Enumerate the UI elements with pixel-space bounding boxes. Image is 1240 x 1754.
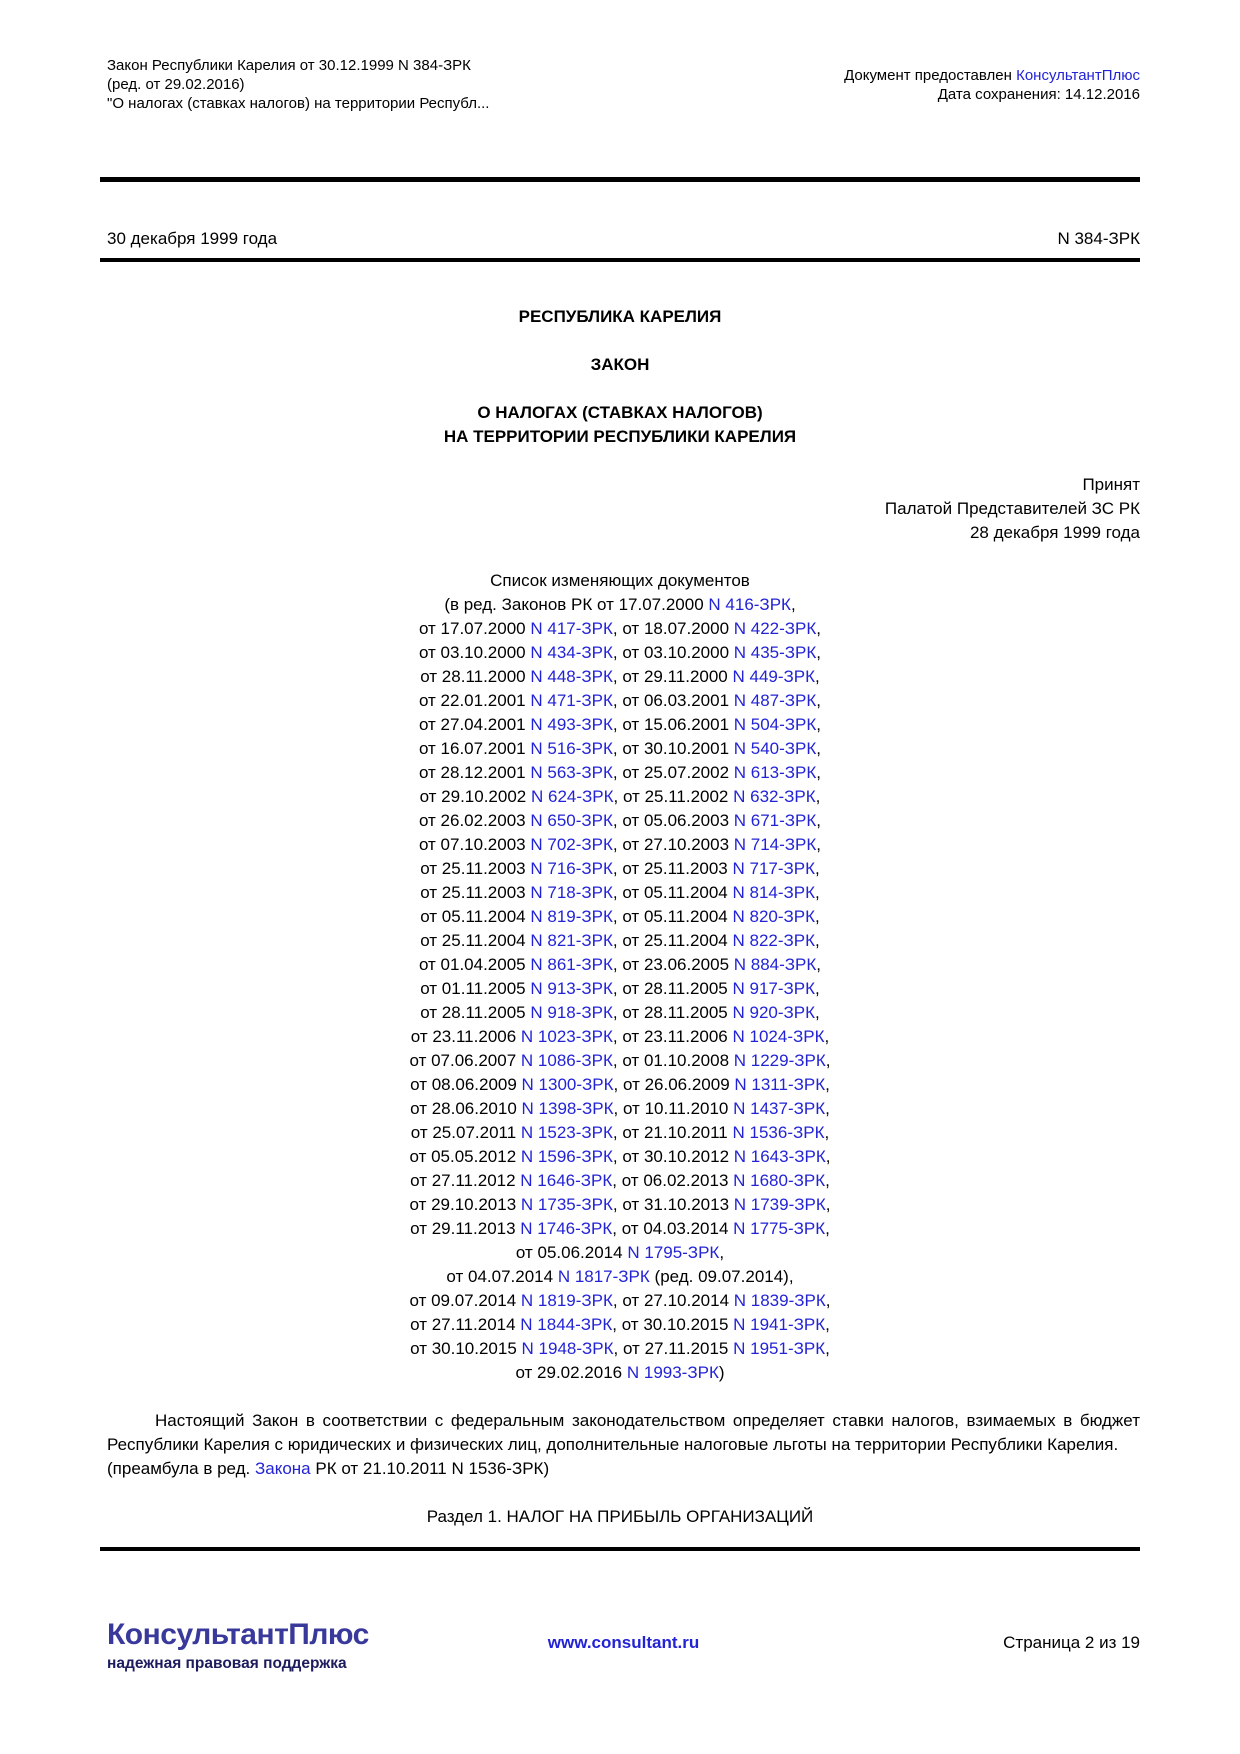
text-segment: , <box>825 1075 830 1094</box>
text-segment: , <box>816 835 822 854</box>
text-segment: , от 30.10.2012 <box>612 1147 734 1166</box>
amendment-line <box>100 641 1140 665</box>
amendment-line <box>100 785 1140 809</box>
amendment-line <box>100 953 1140 977</box>
text-segment: , <box>825 1219 830 1238</box>
doc-ref-line: Закон Республики Карелия от 30.12.1999 N 384-ЗРК <box>107 57 471 74</box>
doc-link[interactable]: N 1819-ЗРК <box>520 1291 613 1310</box>
text-segment: от 27.11.2012 <box>410 1171 521 1190</box>
adoption-line: 28 декабря 1999 года <box>969 523 1140 542</box>
text-segment: от 29.10.2002 <box>419 787 531 806</box>
amendment-line <box>100 689 1140 713</box>
text-segment: от 23.11.2006 <box>410 1027 521 1046</box>
doc-link[interactable]: N 416-ЗРК <box>708 595 791 614</box>
amendment-line <box>100 1361 1140 1385</box>
text-segment: , <box>815 1003 820 1022</box>
doc-link[interactable]: N 1817-ЗРК <box>557 1267 650 1286</box>
text-segment: от 09.07.2014 <box>409 1291 521 1310</box>
text-segment: , от 06.02.2013 <box>612 1171 734 1190</box>
text-segment: , от 25.07.2002 <box>612 763 734 782</box>
doc-link[interactable]: N 1948-ЗРК <box>521 1339 614 1358</box>
amendment-line <box>100 1265 1140 1289</box>
text-segment: , от 26.06.2009 <box>613 1075 735 1094</box>
text-segment: , от 10.11.2010 <box>613 1099 734 1118</box>
doc-ref-line: (ред. от 29.02.2016) <box>107 76 245 93</box>
amendment-line <box>100 1241 1140 1265</box>
doc-link[interactable]: N 449-ЗРК <box>732 667 816 686</box>
page-header <box>100 0 1140 113</box>
amendment-line <box>100 1001 1140 1025</box>
text-segment: , <box>815 787 821 806</box>
text-segment: от 25.11.2003 <box>420 859 531 878</box>
text-segment: , от 05.11.2004 <box>612 907 733 926</box>
text-segment: от 28.06.2010 <box>410 1099 522 1118</box>
text-segment: , от 31.10.2013 <box>612 1195 734 1214</box>
text-segment: от 28.11.2005 <box>420 1003 531 1022</box>
text-segment: , от 30.10.2015 <box>612 1315 734 1334</box>
text-segment: , <box>816 643 822 662</box>
text-segment: от 03.10.2000 <box>418 643 531 662</box>
text-segment: , от 23.11.2006 <box>612 1027 733 1046</box>
doc-link[interactable]: N 861-ЗРК <box>530 955 613 974</box>
page-number-info: Страница 2 из 19 <box>1003 1633 1140 1652</box>
text-segment: от 05.05.2012 <box>409 1147 521 1166</box>
amendment-line <box>100 1193 1140 1217</box>
text-segment: , <box>825 1315 830 1334</box>
doc-link[interactable]: N 716-ЗРК <box>530 859 613 878</box>
text-segment: , от 06.03.2001 <box>612 691 734 710</box>
save-date: Дата сохранения: 14.12.2016 <box>937 86 1140 103</box>
text-segment: , от 05.06.2003 <box>612 811 734 830</box>
text-segment: , <box>815 883 820 902</box>
text-segment: от 29.10.2013 <box>409 1195 521 1214</box>
text-segment: , <box>816 691 822 710</box>
adoption-line: Палатой Представителей ЗС РК <box>884 499 1140 518</box>
text-segment: от 29.11.2013 <box>410 1219 521 1238</box>
text-segment: , от 28.11.2005 <box>612 979 733 998</box>
amendment-line <box>100 833 1140 857</box>
amendment-line <box>100 905 1140 929</box>
amendments-heading: Список изменяющих документов <box>490 571 750 590</box>
doc-link[interactable]: N 1437-ЗРК <box>733 1099 826 1118</box>
doc-link[interactable]: N 1775-ЗРК <box>733 1219 826 1238</box>
text-segment: , <box>815 979 820 998</box>
doc-link[interactable]: N 1300-ЗРК <box>521 1075 614 1094</box>
doc-link[interactable]: N 1643-ЗРК <box>733 1147 826 1166</box>
doc-subject-line: НА ТЕРРИТОРИИ РЕСПУБЛИКИ КАРЕЛИЯ <box>443 427 797 446</box>
doc-link[interactable]: N 917-ЗРК <box>732 979 816 998</box>
text-segment: , <box>815 931 820 950</box>
text-segment: от 28.11.2000 <box>420 667 531 686</box>
divider <box>100 177 1140 182</box>
text-segment: от 17.07.2000 <box>418 619 531 638</box>
text-segment: от 01.04.2005 <box>418 955 531 974</box>
doc-link[interactable]: N 624-ЗРК <box>530 787 614 806</box>
text-segment: , от 04.03.2014 <box>612 1219 734 1238</box>
text-segment: , <box>816 763 822 782</box>
text-segment: , <box>816 715 822 734</box>
doc-date: 30 декабря 1999 года <box>107 229 278 248</box>
doc-link[interactable]: N 1735-ЗРК <box>520 1195 613 1214</box>
text-segment: , <box>790 595 796 614</box>
text-segment: РК от 21.10.2011 N 1536-ЗРК) <box>310 1459 550 1478</box>
doc-link[interactable]: N 563-ЗРК <box>530 763 613 782</box>
text-segment: от 25.11.2004 <box>420 931 531 950</box>
amendment-line <box>100 1169 1140 1193</box>
text-segment: , от 27.11.2015 <box>613 1339 734 1358</box>
amendment-line <box>100 713 1140 737</box>
provided-by-text: Документ предоставлен <box>844 67 1017 84</box>
text-segment: , <box>816 739 822 758</box>
doc-link[interactable]: N 1680-ЗРК <box>733 1171 826 1190</box>
doc-date-row <box>100 229 1140 249</box>
doc-link[interactable]: N 920-ЗРК <box>732 1003 816 1022</box>
doc-link[interactable]: N 1993-ЗРК <box>626 1363 719 1382</box>
text-segment: от 05.11.2004 <box>420 907 531 926</box>
doc-link[interactable]: N 632-ЗРК <box>733 787 816 806</box>
amendment-line <box>100 809 1140 833</box>
amendment-line <box>100 593 1140 617</box>
doc-link[interactable]: N 717-ЗРК <box>732 859 816 878</box>
text-segment: , от 01.10.2008 <box>612 1051 734 1070</box>
doc-link[interactable]: N 1229-ЗРК <box>733 1051 826 1070</box>
consultantplus-logo: КонсультантПлюс <box>107 1618 369 1651</box>
adoption-block <box>100 473 1140 545</box>
section-heading: Раздел 1. НАЛОГ НА ПРИБЫЛЬ ОРГАНИЗАЦИЙ <box>426 1507 814 1526</box>
doc-link[interactable]: N 487-ЗРК <box>733 691 817 710</box>
text-segment: , <box>824 1123 830 1142</box>
amendment-line <box>100 857 1140 881</box>
text-segment: от 30.10.2015 <box>410 1339 522 1358</box>
text-segment: от 25.11.2003 <box>420 883 531 902</box>
text-segment: , <box>815 907 820 926</box>
amendment-line <box>100 1217 1140 1241</box>
doc-type: ЗАКОН <box>590 355 650 374</box>
text-segment: от 29.02.2016 <box>515 1363 627 1382</box>
text-segment: , <box>816 955 822 974</box>
doc-link[interactable]: N 913-ЗРК <box>530 979 613 998</box>
doc-link[interactable]: N 819-ЗРК <box>530 907 613 926</box>
text-segment: от 16.07.2001 <box>418 739 531 758</box>
text-segment: , от 03.10.2000 <box>612 643 734 662</box>
amendment-line <box>100 1121 1140 1145</box>
text-segment: от 22.01.2001 <box>418 691 531 710</box>
text-segment: от 08.06.2009 <box>410 1075 522 1094</box>
text-segment: , от 27.10.2003 <box>612 835 734 854</box>
doc-link[interactable]: Закона <box>254 1459 311 1478</box>
doc-link[interactable]: N 1941-ЗРК <box>733 1315 826 1334</box>
amendment-line <box>100 977 1140 1001</box>
doc-link[interactable]: N 1739-ЗРК <box>733 1195 826 1214</box>
text-segment: , от 29.11.2000 <box>612 667 733 686</box>
doc-link[interactable]: N 1086-ЗРК <box>520 1051 613 1070</box>
text-segment: (ред. 09.07.2014), <box>649 1267 794 1286</box>
text-segment: , <box>719 1243 725 1262</box>
text-segment: от 04.07.2014 <box>446 1267 558 1286</box>
doc-link[interactable]: N 1536-ЗРК <box>732 1123 825 1142</box>
text-segment: , от 25.11.2002 <box>613 787 734 806</box>
doc-link[interactable]: N 613-ЗРК <box>733 763 817 782</box>
doc-link[interactable]: N 417-ЗРК <box>530 619 613 638</box>
text-segment: , <box>825 1171 830 1190</box>
text-segment: , от 27.10.2014 <box>612 1291 734 1310</box>
doc-link[interactable]: N 822-ЗРК <box>732 931 816 950</box>
consultantplus-link[interactable]: КонсультантПлюс <box>1016 67 1140 84</box>
doc-link[interactable]: N 1596-ЗРК <box>520 1147 613 1166</box>
amendment-line <box>100 617 1140 641</box>
provided-by-line <box>844 66 1140 85</box>
doc-link[interactable]: N 1024-ЗРК <box>732 1027 825 1046</box>
text-segment: , от 05.11.2004 <box>612 883 733 902</box>
doc-link[interactable]: N 504-ЗРК <box>733 715 817 734</box>
doc-link[interactable]: N 671-ЗРК <box>733 811 817 830</box>
text-segment: , <box>816 619 822 638</box>
provider-info <box>844 66 1140 113</box>
amendments-list <box>100 593 1140 1385</box>
text-segment: от 25.07.2011 <box>410 1123 521 1142</box>
divider <box>100 1547 1140 1551</box>
text-segment: от 28.12.2001 <box>418 763 531 782</box>
doc-link[interactable]: N 918-ЗРК <box>530 1003 613 1022</box>
text-segment: от 05.06.2014 <box>515 1243 628 1262</box>
text-segment: , <box>825 1051 831 1070</box>
consultant-url-link[interactable]: www.consultant.ru <box>547 1633 700 1652</box>
text-segment: , от 25.11.2003 <box>612 859 733 878</box>
text-segment: , <box>825 1099 830 1118</box>
text-segment: (преамбула в ред. <box>107 1459 255 1478</box>
text-segment: , от 21.10.2011 <box>612 1123 733 1142</box>
doc-link[interactable]: N 714-ЗРК <box>733 835 817 854</box>
amendment-line <box>100 1025 1140 1049</box>
amendment-line <box>100 881 1140 905</box>
text-segment: , от 30.10.2001 <box>612 739 734 758</box>
text-segment: , от 15.06.2001 <box>612 715 734 734</box>
amendment-line <box>100 1289 1140 1313</box>
doc-link[interactable]: N 434-ЗРК <box>530 643 613 662</box>
document-reference <box>100 56 489 113</box>
amendment-line <box>100 761 1140 785</box>
adoption-line: Принят <box>1082 475 1140 494</box>
doc-link[interactable]: N 1746-ЗРК <box>520 1219 613 1238</box>
doc-link[interactable]: N 702-ЗРК <box>530 835 613 854</box>
doc-link[interactable]: N 821-ЗРК <box>530 931 613 950</box>
doc-link[interactable]: N 1795-ЗРК <box>627 1243 720 1262</box>
doc-subject <box>100 401 1140 449</box>
doc-link[interactable]: N 1023-ЗРК <box>520 1027 613 1046</box>
text-segment: от 27.04.2001 <box>418 715 531 734</box>
doc-link[interactable]: N 884-ЗРК <box>733 955 817 974</box>
doc-link[interactable]: N 471-ЗРК <box>530 691 613 710</box>
text-segment: , от 28.11.2005 <box>612 1003 733 1022</box>
doc-link[interactable]: N 448-ЗРК <box>530 667 613 686</box>
doc-subject-line: О НАЛОГАХ (СТАВКАХ НАЛОГОВ) <box>477 403 763 422</box>
text-segment: , от 25.11.2004 <box>612 931 733 950</box>
doc-link[interactable]: N 820-ЗРК <box>732 907 816 926</box>
doc-link[interactable]: N 516-ЗРК <box>530 739 613 758</box>
text-segment: , <box>825 1147 831 1166</box>
doc-link[interactable]: N 1951-ЗРК <box>733 1339 826 1358</box>
doc-link[interactable]: N 718-ЗРК <box>530 883 613 902</box>
footer-brand <box>107 1617 548 1673</box>
amendment-line <box>100 1073 1140 1097</box>
page-footer <box>100 1617 1140 1673</box>
text-segment: от 26.02.2003 <box>418 811 531 830</box>
amendment-line <box>100 1097 1140 1121</box>
text-segment: (в ред. Законов РК от 17.07.2000 <box>444 595 709 614</box>
doc-link[interactable]: N 1646-ЗРК <box>520 1171 613 1190</box>
text-segment: , <box>825 1291 831 1310</box>
doc-link[interactable]: N 1839-ЗРК <box>733 1291 826 1310</box>
preamble-paragraph: Настоящий Закон в соответствии с федеральным законодательством определяет ставки налогов, взимаемых в бюджет Республики Карелия с юридических и физических лиц, дополнительные налоговые льготы на территории Республики Карелия. <box>107 1411 1140 1454</box>
preamble-note <box>100 1457 1140 1481</box>
text-segment: от 07.06.2007 <box>409 1051 521 1070</box>
doc-link[interactable]: N 650-ЗРК <box>530 811 613 830</box>
doc-ref-line: "О налогах (ставках налогов) на территории Республ... <box>107 95 490 112</box>
doc-link[interactable]: N 1844-ЗРК <box>520 1315 613 1334</box>
divider <box>100 258 1140 262</box>
doc-link[interactable]: N 540-ЗРК <box>733 739 817 758</box>
doc-link[interactable]: N 493-ЗРК <box>530 715 613 734</box>
doc-link[interactable]: N 435-ЗРК <box>733 643 817 662</box>
text-segment: , от 18.07.2000 <box>612 619 734 638</box>
brand-tagline: надежная правовая поддержка <box>107 1655 347 1672</box>
text-segment: , <box>815 667 820 686</box>
doc-region: РЕСПУБЛИКА КАРЕЛИЯ <box>518 307 722 326</box>
amendment-line <box>100 929 1140 953</box>
text-segment: , <box>825 1339 830 1358</box>
amendment-line <box>100 1337 1140 1361</box>
amendment-line <box>100 1049 1140 1073</box>
text-segment: от 07.10.2003 <box>418 835 531 854</box>
doc-link[interactable]: N 1311-ЗРК <box>734 1075 826 1094</box>
text-segment: ) <box>718 1363 725 1382</box>
amendment-line <box>100 665 1140 689</box>
doc-link[interactable]: N 1398-ЗРК <box>521 1099 614 1118</box>
doc-link[interactable]: N 1523-ЗРК <box>520 1123 613 1142</box>
text-segment: , <box>816 811 822 830</box>
text-segment: , <box>825 1195 831 1214</box>
text-segment: , <box>815 859 820 878</box>
amendment-line <box>100 1145 1140 1169</box>
doc-number: N 384-ЗРК <box>1057 229 1140 248</box>
text-segment: , <box>824 1027 830 1046</box>
text-segment: от 01.11.2005 <box>420 979 531 998</box>
amendment-line <box>100 1313 1140 1337</box>
doc-link[interactable]: N 814-ЗРК <box>732 883 816 902</box>
doc-link[interactable]: N 422-ЗРК <box>733 619 817 638</box>
text-segment: , от 23.06.2005 <box>612 955 734 974</box>
amendment-line <box>100 737 1140 761</box>
text-segment: от 27.11.2014 <box>410 1315 521 1334</box>
